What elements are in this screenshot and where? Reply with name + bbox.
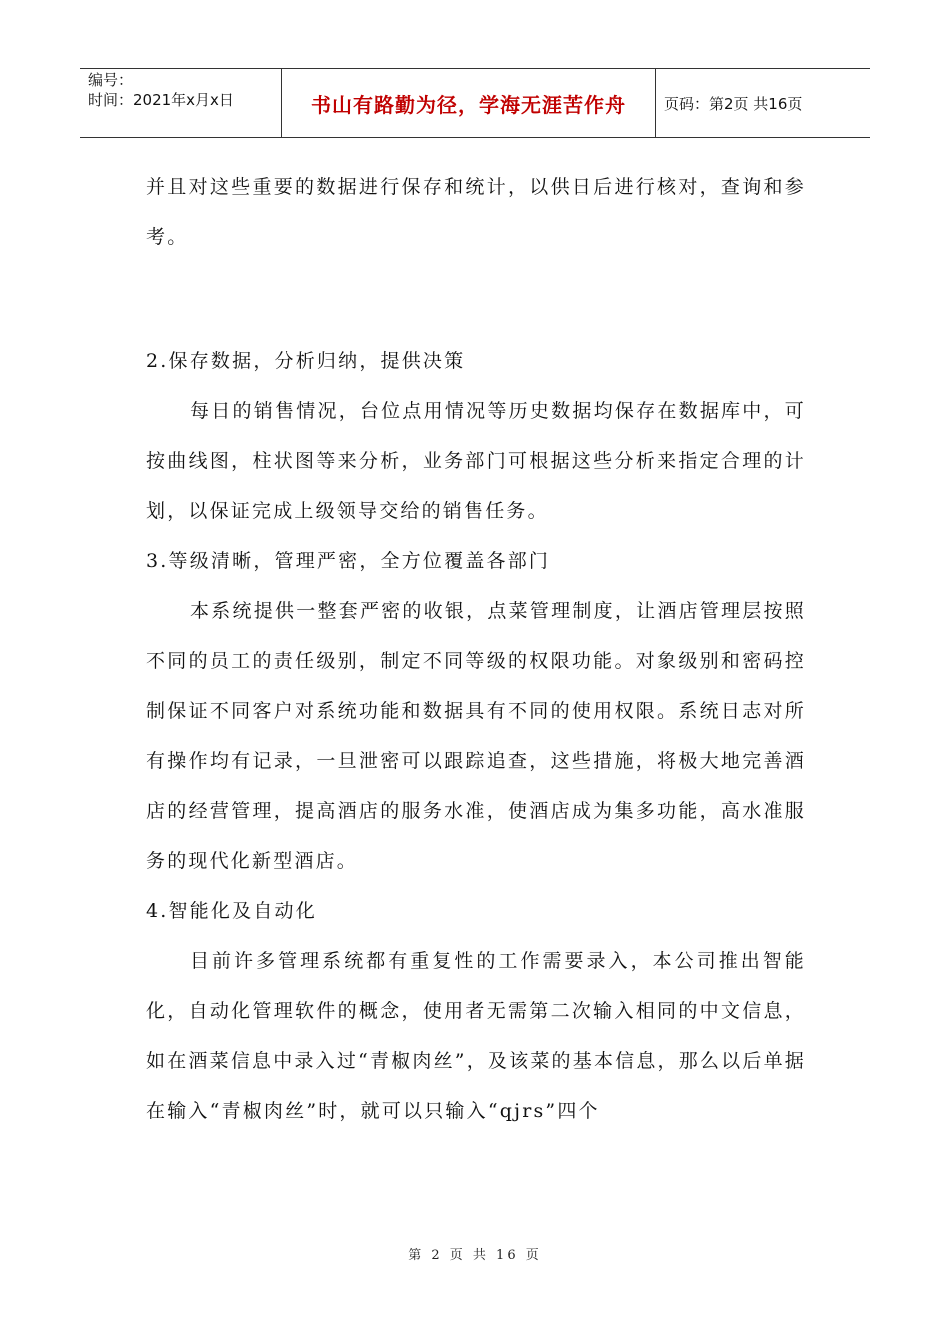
header-meta [80, 69, 282, 137]
page-info-text: 页码：第2页 共16页 [664, 94, 803, 113]
document-date: 时间：2021年x月x日 [88, 91, 234, 109]
paragraph-section-4: 目前许多管理系统都有重复性的工作需要录入，本公司推出智能化，自动化管理软件的概念，使用者无需第二次输入相同的中文信息，如在酒菜信息中录入过“青椒肉丝”，及该菜的基本信息，那么以后单据在输入“青椒肉丝”时，就可以只输入“qjrs”四个 [146, 950, 806, 1122]
section-heading-2: 2.保存数据，分析归纳，提供决策 [146, 350, 466, 372]
document-body [146, 162, 806, 1136]
page-footer [0, 1244, 950, 1263]
document-code-label: 编号： [88, 71, 134, 89]
motto-text: 书山有路勤为径，学海无涯苦作舟 [311, 92, 626, 117]
section-heading-3: 3.等级清晰，管理严密，全方位覆盖各部门 [146, 550, 551, 572]
footer-page-number: 第 2 页 共 16 页 [408, 1248, 542, 1263]
header-motto [282, 69, 656, 137]
header-page-info [656, 69, 870, 137]
paragraph-continuation: 并且对这些重要的数据进行保存和统计，以供日后进行核对，查询和参考。 [146, 176, 806, 248]
paragraph-section-3: 本系统提供一整套严密的收银，点菜管理制度，让酒店管理层按照不同的员工的责任级别，制定不同等级的权限功能。对象级别和密码控制保证不同客户对系统功能和数据具有不同的使用权限。系统日志对所有操作均有记录，一旦泄密可以跟踪追查，这些措施，将极大地完善酒店的经营管理，提高酒店的服务水准，使酒店成为集多功能，高水准服务的现代化新型酒店。 [146, 600, 806, 872]
paragraph-section-2: 每日的销售情况，台位点用情况等历史数据均保存在数据库中，可按曲线图，柱状图等来分析，业务部门可根据这些分析来指定合理的计划，以保证完成上级领导交给的销售任务。 [146, 400, 806, 522]
page-header [80, 68, 870, 138]
section-heading-4: 4.智能化及自动化 [146, 900, 317, 922]
